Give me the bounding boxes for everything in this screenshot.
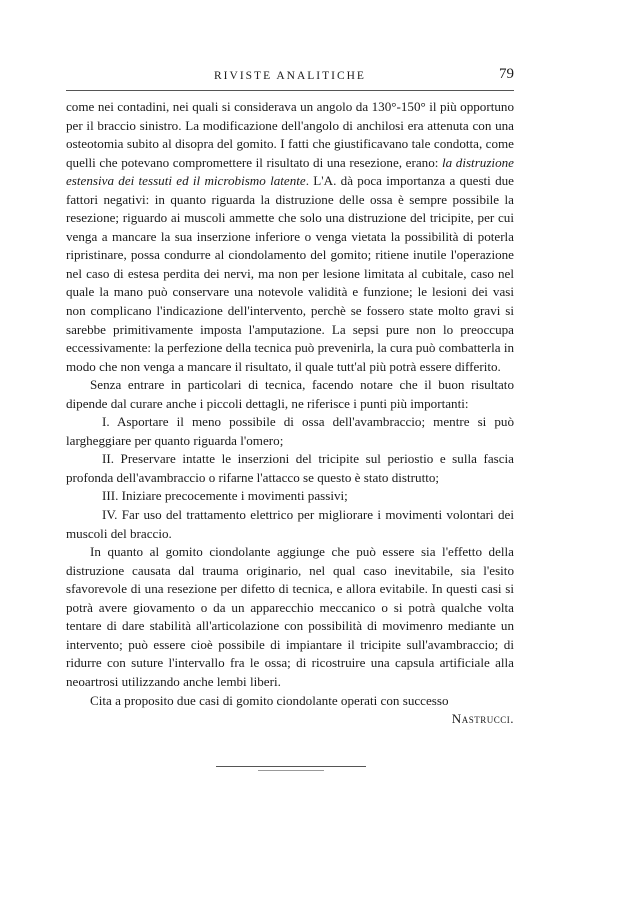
page-header: [66, 62, 514, 86]
paragraph-4: Cita a proposito due casi di gomito ciondolante operati con successo: [90, 692, 449, 708]
point-1: I. Asportare il meno possibile di ossa dell'avambraccio; mentre si può largheggiare per quanto riguarda l'omero;: [66, 414, 514, 448]
paragraph-2: Senza entrare in particolari di tecnica, facendo notare che il buon risultato dipende dal curare anche i piccoli dettagli, ne riferisce i punti più importanti:: [66, 377, 514, 411]
article-body: [66, 98, 514, 729]
point-4: IV. Far uso del trattamento elettrico per migliorare i movimenti volontari dei muscoli del braccio.: [66, 507, 514, 541]
author-signature: Nastrucci.: [451, 711, 514, 727]
running-title: RIVISTE ANALITICHE: [214, 70, 366, 82]
paragraph-1-italic: la distruzione estensiva dei tessuti ed il microbismo latente: [66, 154, 514, 189]
point-2: II. Preservare intatte le inserzioni del tricipite sul periostio e sulla fascia profonda dell'avambraccio o rifarne l'attacco se questo è stato distrutto;: [66, 451, 514, 485]
paragraph-1: [66, 98, 514, 376]
paragraph-1-start: come nei contadini, nei quali si considerava un angolo da 130°-150° il più opportuno per il braccio sinistro. La modificazione dell'angolo di anchilosi era attenuta con una osteotomia subito al disopra del gomito. I fatti che giustificavano tale condotta, come quelli che potevano compromettere il risultato di una resezione, erano:: [66, 99, 514, 170]
header-rule: [66, 90, 514, 91]
paragraph-1-end: . L'A. dà poca importanza a questi due fattori negativi: in quanto riguarda la distruzione delle ossa è sempre possibile la resezione; riguardo ai muscoli ammette che solo una distruzione del tricipite, per cui venga a mancare la sua inserzione inferiore o venga vietata la possibilità di poterla ripristinare, possa condurre al ciondolamento del gomito; ritiene inutile l'operazione nel caso di estesa perdita dei nervi, ma non per lesione limitata al cubitale, caso nel quale la mano può conservare una notevole validità e funzione; le lesioni dei vasi non complicano l'indicazione dell'intervento, perchè se fossero state molto gravi si sarebbe primitivamente imposta l'amputazione. La sepsi pure non lo preoccupa eccessivamente: la perfezione della tecnica può prevenirla, la cura può combatterla in modo che non venga a mancare il risultato, il quale tutt'al più potrà essere differito.: [66, 173, 514, 374]
end-rule-short: [258, 770, 324, 771]
point-3: III. Iniziare precocemente i movimenti passivi;: [102, 488, 348, 504]
page-number: 79: [499, 66, 514, 82]
paragraph-3: In quanto al gomito ciondolante aggiunge che può essere sia l'effetto della distruzione causata dal trauma originario, nel qual caso inevitabile, sia l'esito sfavorevole di una resezione per difetto di tecnica, e allora evitabile. In questi casi si potrà avere giovamento o da un apparecchio meccanico o si potrà qualche volta tentare di dare stabilità all'articolazione con possibilità di movimenro mediante un intervento; può essere cioè possibile di impiantare il tricipite sull'avambraccio; di ridurre con suture l'intervallo fra le ossa; di ricostruire una capsula artificiale alla neoartrosi utilizzando anche lembi liberi.: [66, 544, 514, 689]
end-rule: [216, 766, 366, 767]
